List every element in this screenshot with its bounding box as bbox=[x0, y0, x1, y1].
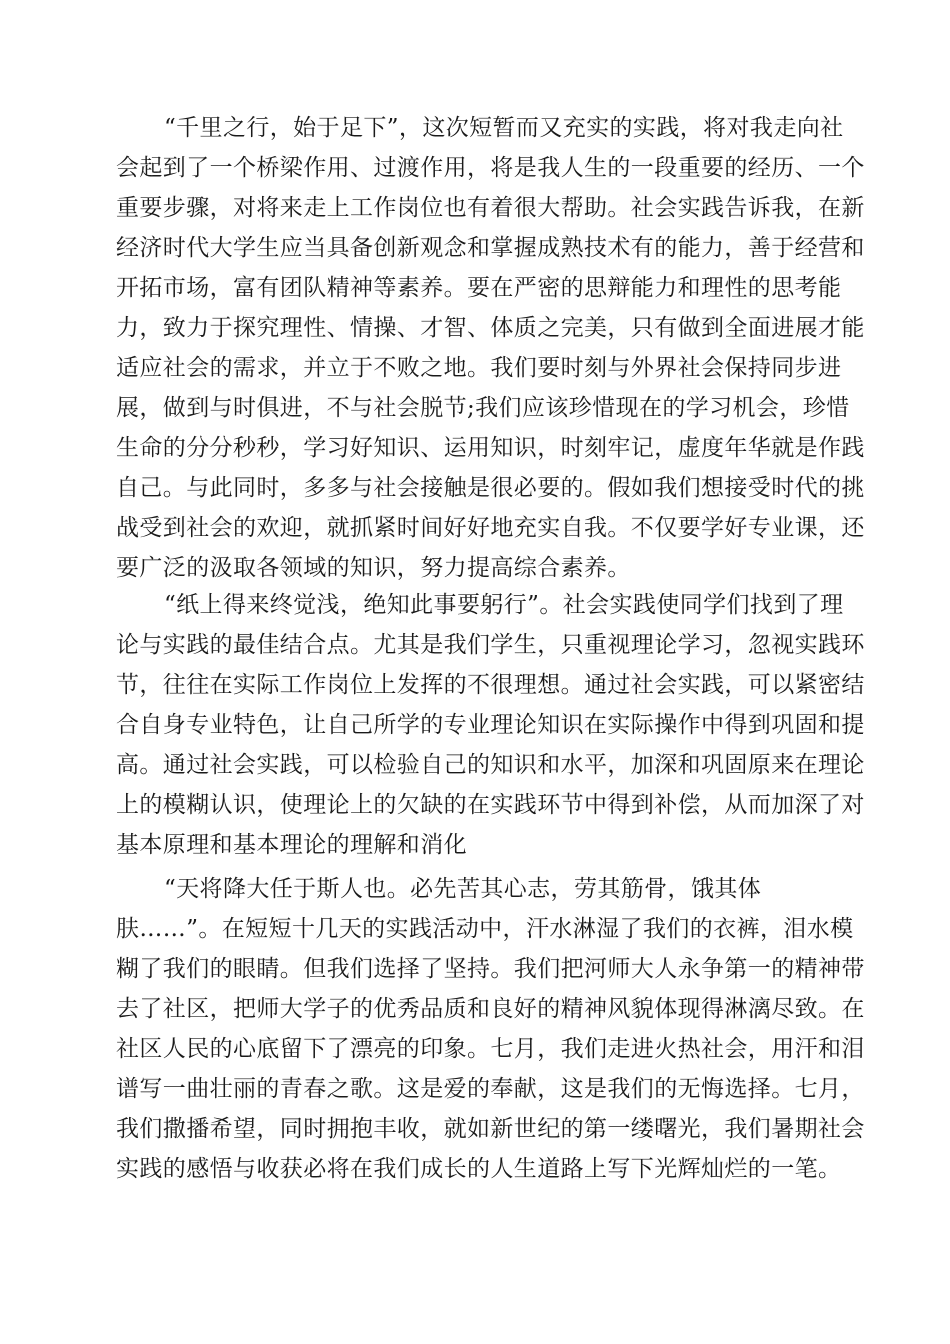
paragraph-line: 要广泛的汲取各领域的知识，努力提高综合素养。 bbox=[116, 555, 631, 581]
paragraph-line: 糊了我们的眼睛。但我们选择了坚持。我们把河师大人永争第一的精神带 bbox=[116, 956, 865, 982]
paragraph-line: 基本原理和基本理论的理解和消化 bbox=[116, 832, 467, 858]
paragraph-line: 社区人民的心底留下了漂亮的印象。七月，我们走进火热社会，用汗和泪 bbox=[116, 1036, 865, 1062]
paragraph-line: 肤……”。在短短十几天的实践活动中，汗水淋湿了我们的衣裤，泪水模 bbox=[116, 916, 854, 942]
paragraph-line: 重要步骤，对将来走上工作岗位也有着很大帮助。社会实践告诉我，在新 bbox=[116, 195, 865, 221]
paragraph-3 bbox=[116, 869, 865, 1189]
paragraph-line: 自己。与此同时，多多与社会接触是很必要的。假如我们想接受时代的挑 bbox=[116, 475, 865, 501]
paragraph-line: 实践的感悟与收获必将在我们成长的人生道路上写下光辉灿烂的一笔。 bbox=[116, 1156, 842, 1182]
paragraph-line: 战受到社会的欢迎，就抓紧时间好好地充实自我。不仅要学好专业课，还 bbox=[116, 515, 865, 541]
paragraph-line: 生命的分分秒秒，学习好知识、运用知识，时刻牢记，虚度年华就是作践 bbox=[116, 435, 865, 461]
paragraph-line: 我们撒播希望，同时拥抱丰收，就如新世纪的第一缕曙光，我们暑期社会 bbox=[116, 1116, 865, 1142]
paragraph-line: 会起到了一个桥梁作用、过渡作用，将是我人生的一段重要的经历、一个 bbox=[116, 155, 865, 181]
paragraph-line: 展，做到与时俱进，不与社会脱节;我们应该珍惜现在的学习机会，珍惜 bbox=[116, 395, 850, 421]
paragraph-line: 经济时代大学生应当具备创新观念和掌握成熟技术有的能力，善于经营和 bbox=[116, 235, 865, 261]
paragraph-line: 适应社会的需求，并立于不败之地。我们要时刻与外界社会保持同步进 bbox=[116, 355, 842, 381]
paragraph-line: “天将降大任于斯人也。必先苦其心志，劳其筋骨，饿其体 bbox=[164, 876, 762, 902]
paragraph-line: 节，往往在实际工作岗位上发挥的不很理想。通过社会实践，可以紧密结 bbox=[116, 672, 865, 698]
paragraph-line: 合自身专业特色，让自己所学的专业理论知识在实际操作中得到巩固和提 bbox=[116, 712, 865, 738]
paragraph-2 bbox=[116, 585, 865, 865]
paragraph-line: “纸上得来终觉浅，绝知此事要躬行”。社会实践使同学们找到了理 bbox=[164, 592, 844, 618]
paragraph-line: 高。通过社会实践，可以检验自己的知识和水平，加深和巩固原来在理论 bbox=[116, 752, 865, 778]
paragraph-line: 开拓市场，富有团队精神等素养。要在严密的思辩能力和理性的思考能 bbox=[116, 275, 842, 301]
paragraph-line: 谱写一曲壮丽的青春之歌。这是爱的奉献，这是我们的无悔选择。七月， bbox=[116, 1076, 865, 1102]
paragraph-line: “千里之行，始于足下”，这次短暂而又充实的实践，将对我走向社 bbox=[164, 115, 844, 141]
paragraph-line: 力，致力于探究理性、情操、才智、体质之完美，只有做到全面进展才能 bbox=[116, 315, 865, 341]
paragraph-line: 论与实践的最佳结合点。尤其是我们学生，只重视理论学习，忽视实践环 bbox=[116, 632, 865, 658]
paragraph-1 bbox=[116, 108, 865, 588]
paragraph-line: 上的模糊认识，使理论上的欠缺的在实践环节中得到补偿，从而加深了对 bbox=[116, 792, 865, 818]
paragraph-line: 去了社区，把师大学子的优秀品质和良好的精神风貌体现得淋漓尽致。在 bbox=[116, 996, 865, 1022]
